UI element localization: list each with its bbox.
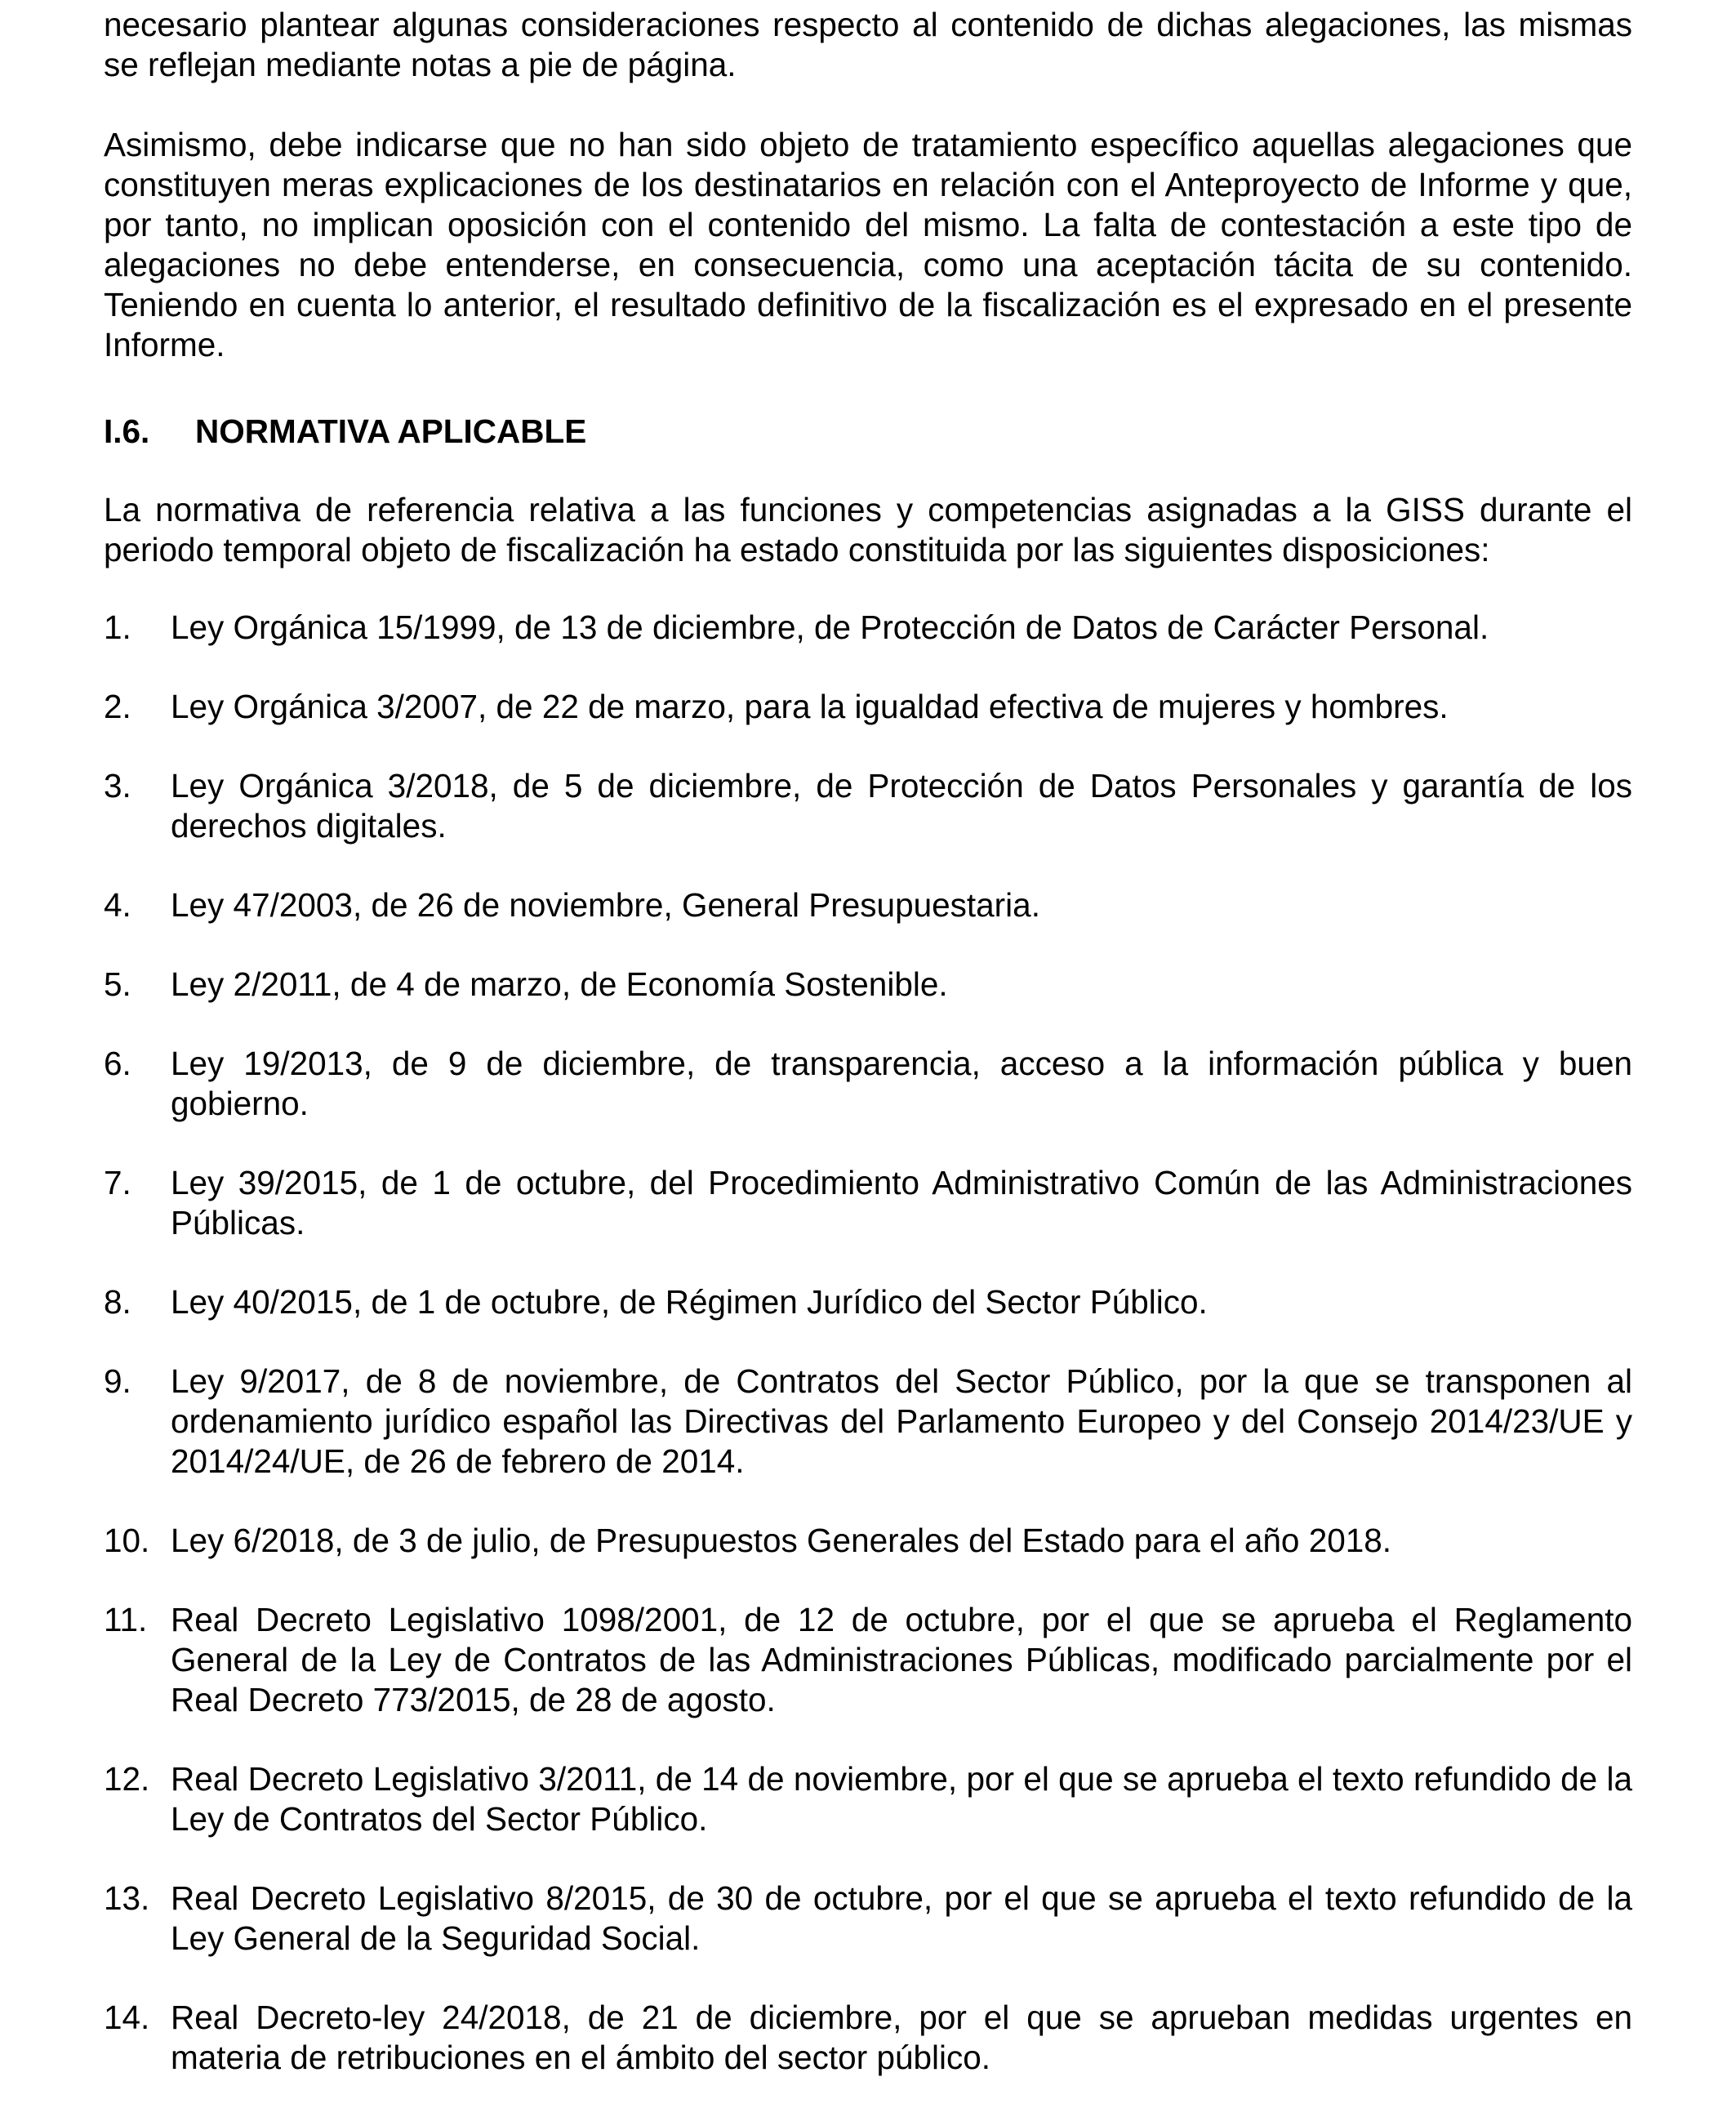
- list-item: [104, 1879, 1632, 1959]
- list-item-text: Real Decreto Legislativo 3/2011, de 14 de noviembre, por el que se aprueba el texto refundido de la Ley de Contratos del Sector Público.: [171, 1760, 1632, 1838]
- list-item-text: Real Decreto-ley 24/2018, de 21 de diciembre, por el que se aprueban medidas urgentes en materia de retribuciones en el ámbito del sector público.: [171, 1999, 1632, 2076]
- law-list: [104, 608, 1632, 2078]
- list-item-number: 1.: [104, 608, 131, 646]
- list-item-number: 4.: [104, 886, 131, 924]
- list-item-text: Real Decreto Legislativo 8/2015, de 30 de octubre, por el que se aprueba el texto refundido de la Ley General de la Seguridad Social.: [171, 1879, 1632, 1957]
- section-intro: La normativa de referencia relativa a las funciones y competencias asignadas a la GISS durante el periodo temporal objeto de fiscalización ha estado constituida por las siguientes disposiciones:: [104, 491, 1632, 568]
- list-item: [104, 965, 1632, 1005]
- list-item: [104, 687, 1632, 727]
- list-item-number: 8.: [104, 1283, 131, 1321]
- list-item-number: 7.: [104, 1164, 131, 1201]
- section-number: I.6.: [104, 412, 150, 450]
- list-item-number: 5.: [104, 965, 131, 1003]
- list-item-number: 6.: [104, 1045, 131, 1082]
- list-item-text: Ley 40/2015, de 1 de octubre, de Régimen Jurídico del Sector Público.: [171, 1283, 1208, 1321]
- list-item-text: Ley 6/2018, de 3 de julio, de Presupuestos Generales del Estado para el año 2018.: [171, 1522, 1392, 1559]
- list-item-number: 2.: [104, 688, 131, 725]
- list-item-text: Ley 39/2015, de 1 de octubre, del Procedimiento Administrativo Común de las Administraciones Públicas.: [171, 1164, 1632, 1241]
- list-item-number: 12.: [104, 1760, 150, 1798]
- list-item: [104, 885, 1632, 925]
- list-item: [104, 1998, 1632, 2078]
- list-item-text: Ley 19/2013, de 9 de diciembre, de transparencia, acceso a la información pública y buen gobierno.: [171, 1045, 1632, 1122]
- paragraph-asimismo: Asimismo, debe indicarse que no han sido objeto de tratamiento específico aquellas alegaciones que constituyen meras explicaciones de los destinatarios en relación con el Anteproyecto de Informe y que, por tanto, no implican oposición con el contenido del mismo. La falta de contestación a este tipo de alegaciones no debe entenderse, en consecuencia, como una aceptación tácita de su contenido. Teniendo en cuenta lo anterior, el resultado definitivo de la fiscalización es el expresado en el presente Informe.: [104, 126, 1632, 363]
- paragraph-alegaciones-notas: necesario plantear algunas consideraciones respecto al contenido de dichas alegaciones, las mismas se reflejan mediante notas a pie de página.: [104, 6, 1632, 83]
- list-item-text: Ley Orgánica 3/2007, de 22 de marzo, para la igualdad efectiva de mujeres y hombres.: [171, 688, 1449, 725]
- list-item-number: 14.: [104, 1999, 150, 2036]
- list-item-number: 10.: [104, 1522, 150, 1559]
- list-item-text: Real Decreto Legislativo 1098/2001, de 12 de octubre, por el que se aprueba el Reglamento General de la Ley de Contratos de las Administraciones Públicas, modificado parcialmente por el Real Decreto 773/2015, de 28 de agosto.: [171, 1601, 1632, 1718]
- list-item-number: 11.: [104, 1601, 148, 1638]
- list-item-text: Ley 47/2003, de 26 de noviembre, General Presupuestaria.: [171, 886, 1040, 924]
- section-title: NORMATIVA APLICABLE: [195, 412, 587, 450]
- list-item-text: Ley 9/2017, de 8 de noviembre, de Contratos del Sector Público, por la que se transponen al ordenamiento jurídico español las Directivas del Parlamento Europeo y del Consejo 2014/23/UE y 2014/24/UE, de 26 de febrero de 2014.: [171, 1362, 1632, 1480]
- list-item: [104, 1521, 1632, 1561]
- list-item: [104, 1163, 1632, 1243]
- list-item: [104, 1759, 1632, 1839]
- section-heading: [104, 412, 1632, 452]
- document-page: [104, 5, 1632, 2117]
- list-item: [104, 1600, 1632, 1720]
- list-item-text: Ley Orgánica 15/1999, de 13 de diciembre, de Protección de Datos de Carácter Personal.: [171, 608, 1489, 646]
- list-item-text: Ley 2/2011, de 4 de marzo, de Economía Sostenible.: [171, 965, 948, 1003]
- list-item-number: 13.: [104, 1879, 150, 1917]
- list-item-text: Ley Orgánica 3/2018, de 5 de diciembre, de Protección de Datos Personales y garantía de los derechos digitales.: [171, 767, 1632, 845]
- list-item-number: 3.: [104, 767, 131, 804]
- list-item-number: 9.: [104, 1362, 131, 1400]
- list-item: [104, 1362, 1632, 1482]
- list-item: [104, 608, 1632, 648]
- list-item: [104, 766, 1632, 846]
- list-item: [104, 1044, 1632, 1124]
- list-item: [104, 1282, 1632, 1322]
